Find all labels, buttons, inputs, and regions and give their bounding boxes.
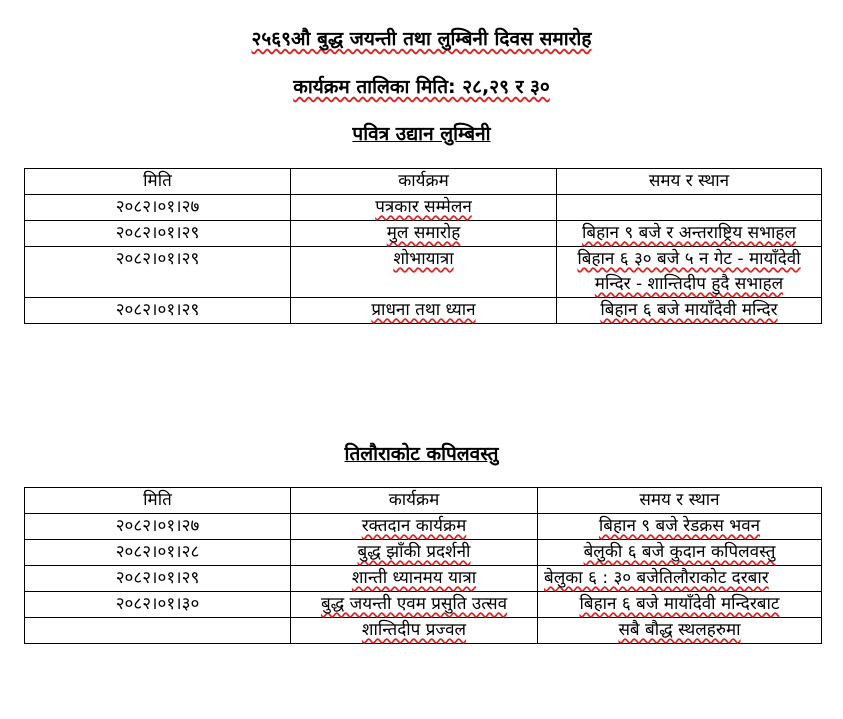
header-time-place: समय र स्थान (538, 488, 822, 514)
row-time-place: बिहान ९ बजे र अन्तराष्ट्रिय सभाहल (557, 221, 822, 247)
schedule-table-tilaurakot (24, 487, 822, 644)
row-event: पत्रकार सम्मेलन (291, 195, 557, 221)
row-event: शोभायात्रा (291, 247, 557, 298)
table-row (25, 195, 822, 221)
schedule-subtitle: कार्यक्रम तालिका मिति: २८,२९ र ३० (293, 76, 550, 98)
section-heading-lumbini: पवित्र उद्यान लुम्बिनी (352, 123, 491, 145)
row-time-place: बिहान ६ बजे मायाँदेवी मन्दिर (557, 298, 822, 324)
schedule-table-lumbini (24, 168, 822, 324)
row-event: मुल समारोह (291, 221, 557, 247)
table-header-row (25, 488, 822, 514)
row-time-place: बेलुकी ६ बजे कुदान कपिलवस्तु (538, 540, 822, 566)
row-event: शान्ती ध्यानमय यात्रा (291, 566, 538, 592)
row-time-place: सबै बौद्ध स्थलहरुमा (538, 618, 822, 644)
row-time-place: बिहान ९ बजे रेडक्रस भवन (538, 514, 822, 540)
header-date: मिति (25, 169, 291, 195)
table-row (25, 540, 822, 566)
table-header-row (25, 169, 822, 195)
row-event: बुद्ध झाँकी प्रदर्शनी (291, 540, 538, 566)
row-event: शान्तिदीप प्रज्वल (291, 618, 538, 644)
document-title: २५६९औ बुद्ध जयन्ती तथा लुम्बिनी दिवस समारोह (251, 28, 592, 50)
row-time-place: बेलुका ६ : ३० बजेतिलौराकोट दरबार (538, 566, 822, 592)
row-date: २०८२।०१।२७ (25, 195, 291, 221)
table-row (25, 298, 822, 324)
row-date: २०८२।०१।२९ (25, 566, 291, 592)
row-event: रक्तदान कार्यक्रम (291, 514, 538, 540)
table-row (25, 221, 822, 247)
row-time-place: बिहान ६ बजे मायाँदेवी मन्दिरबाट (538, 592, 822, 618)
row-date: २०८२।०१।२९ (25, 247, 291, 298)
section-heading-tilaurakot: तिलौराकोट कपिलवस्तु (344, 443, 499, 465)
row-date: २०८२।०१।३० (25, 592, 291, 618)
row-event: प्राधना तथा ध्यान (291, 298, 557, 324)
header-date: मिति (25, 488, 291, 514)
table-row (25, 247, 822, 298)
header-event: कार्यक्रम (291, 488, 538, 514)
row-date (25, 618, 291, 644)
table-row (25, 618, 822, 644)
header-time-place: समय र स्थान (557, 169, 822, 195)
table-row (25, 514, 822, 540)
header-event: कार्यक्रम (291, 169, 557, 195)
row-date: २०८२।०१।२७ (25, 514, 291, 540)
table-row (25, 566, 822, 592)
row-date: २०८२।०१।२९ (25, 221, 291, 247)
row-date: २०८२।०१।२९ (25, 298, 291, 324)
row-event: बुद्ध जयन्ती एवम प्रसुति उत्सव (291, 592, 538, 618)
row-time-place (557, 195, 822, 221)
row-time-place: बिहान ६ ३० बजे ५ न गेट - मायाँदेवी मन्दिर - शान्तिदीप हुदै सभाहल (557, 247, 822, 298)
row-date: २०८२।०१।२८ (25, 540, 291, 566)
table-row (25, 592, 822, 618)
